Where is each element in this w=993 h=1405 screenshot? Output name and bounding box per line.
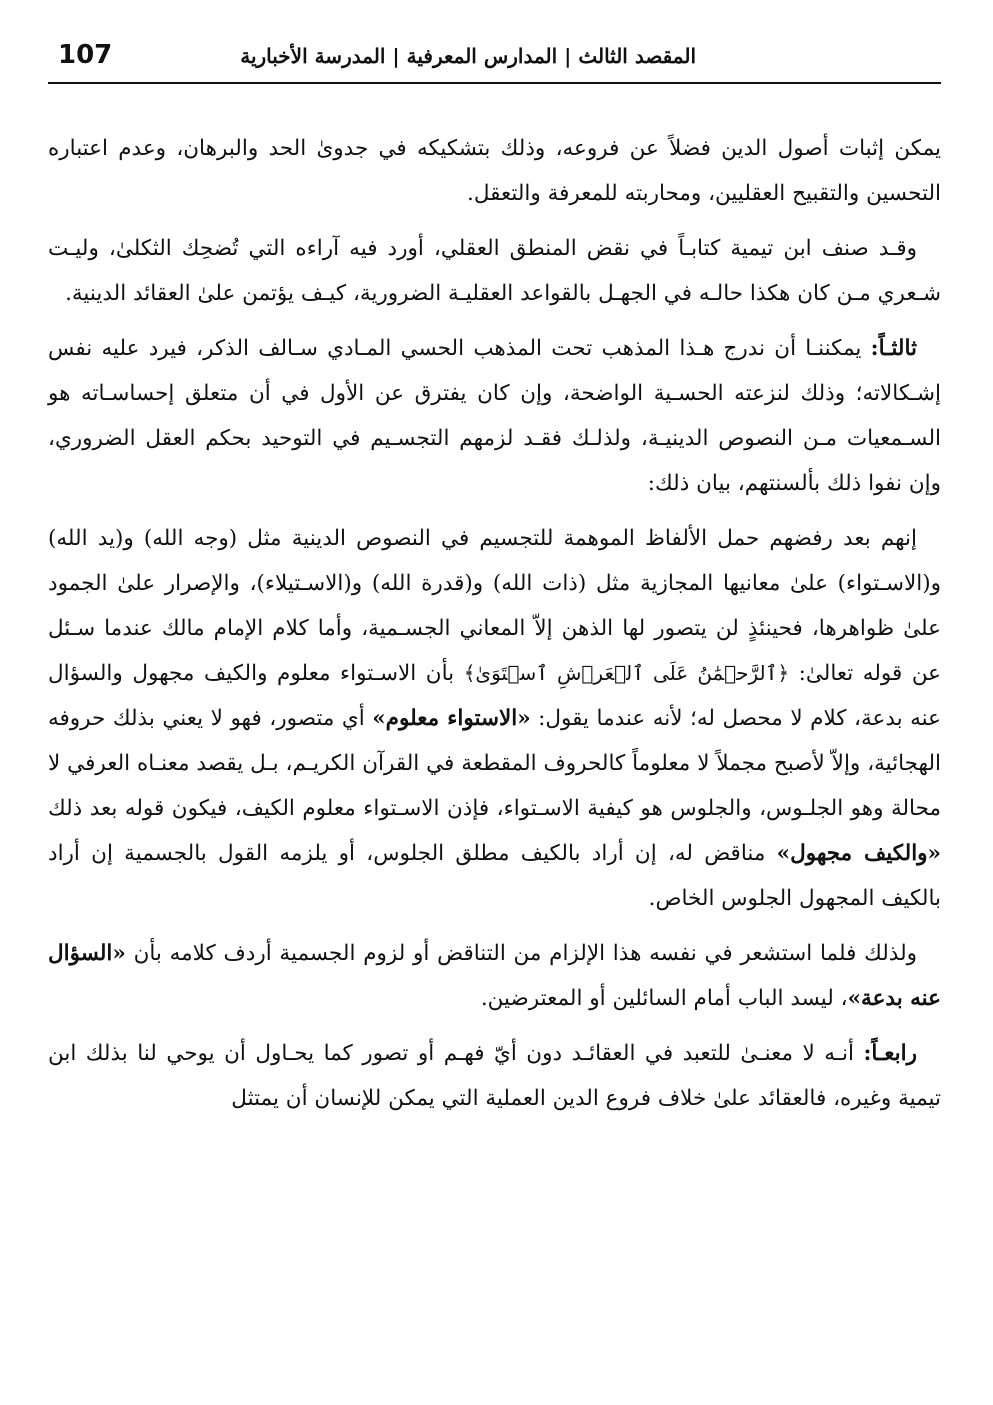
paragraph-4-text-c: أي متصور، فهو لا يعني بذلك حروفه الهجائية، وإلاّ لأصبح مجملاً لا معلوماً كالحروف المقطعة في القرآن الكريـم، بـل يقصد معنـاه العرفي لا محالة وهو الجلـوس، والجلوس هو كيفية الاسـتواء، فإذن الاسـتواء معلوم الكيف، فيكون قوله بعد ذلك <box>48 706 941 821</box>
quote-istiwa-known: «الاستواء معلوم» <box>372 706 531 731</box>
quran-verse: ﴿ٱلرَّحۡمَٰنُ عَلَى ٱلۡعَرۡشِ ٱسۡتَوَىٰ﴾ <box>463 661 790 685</box>
page-number: 107 <box>58 40 113 70</box>
paragraph-2: وقـد صنف ابن تيمية كتابـاً في نقض المنطق العقلي، أورد فيه آراءه التي تُضحِك الثكلىٰ، وليـت شـعري مـن كان هكذا حالـه في الجهـل بالقواعد العقليـة الضرورية، كيـف يؤتمن علىٰ العقائد الدينية. <box>48 236 941 306</box>
page-header <box>48 38 941 84</box>
paragraph-4-text-b: بأن الاسـتواء معلوم والكيف مجهول والسؤال عنه بدعة، كلام لا محصل له؛ لأنه عندما يقول: <box>48 661 941 731</box>
body-text <box>48 126 941 1131</box>
paragraph-5 <box>48 931 941 1021</box>
paragraph-6-text: أنـه لا معنـىٰ للتعبد في العقائـد دون أيّ فهـم أو تصور كما يحـاول أن يوحي لنا بذلك ابن تيمية وغيره، فالعقائد علىٰ خلاف فروع الدين العملية التي يمكن للإنسان أن يمتثل <box>48 1041 941 1111</box>
paragraph-4-text-d: مناقض له، إن أراد بالكيف مطلق الجلوس، أو يلزمه القول بالجسمية إن أراد بالكيف المجهول الجلوس الخاص. <box>48 841 941 911</box>
running-title: المقصد الثالث | المدارس المعرفية | المدرسة الأخبارية <box>240 44 696 68</box>
quote-question-innovation: «السؤال عنه بدعة» <box>48 941 941 1011</box>
paragraph-5-text-b: ، ليسد الباب أمام السائلين أو المعترضين. <box>480 986 848 1011</box>
paragraph-3-text: يمكننـا أن ندرج هـذا المذهب تحت المذهب الحسي المـادي سـالف الذكر، فيرد عليه نفس إشـكالاته؛ وذلك لنزعته الحسـية الواضحة، وإن كان يفترق عن الأول في أن متعلق إحساسـاته هو السـمعيات مـن النصوص الدينيـة، ولذلـك فقـد لزمهم التجسـيم في التوحيد بحكم العقل الضروري، وإن نفوا ذلك بألسنتهم، بيان ذلك: <box>48 336 941 496</box>
paragraph-5-text-a: ولذلك فلما استشعر في نفسه هذا الإلزام من التناقض أو لزوم الجسمية أردف كلامه بأن <box>125 941 917 966</box>
paragraph-4 <box>48 516 941 921</box>
quote-how-unknown: «والكيف مجهول» <box>776 841 941 866</box>
paragraph-3-lead: ثالثـاً: <box>870 336 917 361</box>
paragraph-6-lead: رابعـاً: <box>863 1041 917 1066</box>
paragraph-1: يمكن إثبات أصول الدين فضلاً عن فروعه، وذلك بتشكيكه في جدوىٰ الحد والبرهان، وعدم اعتباره التحسين والتقبيح العقليين، ومحاربته للمعرفة والتعقل. <box>48 136 941 206</box>
paragraph-3 <box>48 326 941 506</box>
paragraph-6 <box>48 1031 941 1121</box>
paragraph-4-text-a: إنهم بعد رفضهم حمل الألفاظ الموهمة للتجسيم في النصوص الدينية مثل (وجه الله) و(يد الله) و(الاسـتواء) علىٰ معانيها المجازية مثل (ذات الله) و(قدرة الله) و(الاسـتيلاء)، والإصرار علىٰ الجمود علىٰ ظواهرها، فحينئذٍ لن يتصور لها الذهن إلاّ المعاني الجسـمية، وأما كلام الإمام مالك عندما سـئل عن قوله تعالىٰ: <box>48 526 942 686</box>
